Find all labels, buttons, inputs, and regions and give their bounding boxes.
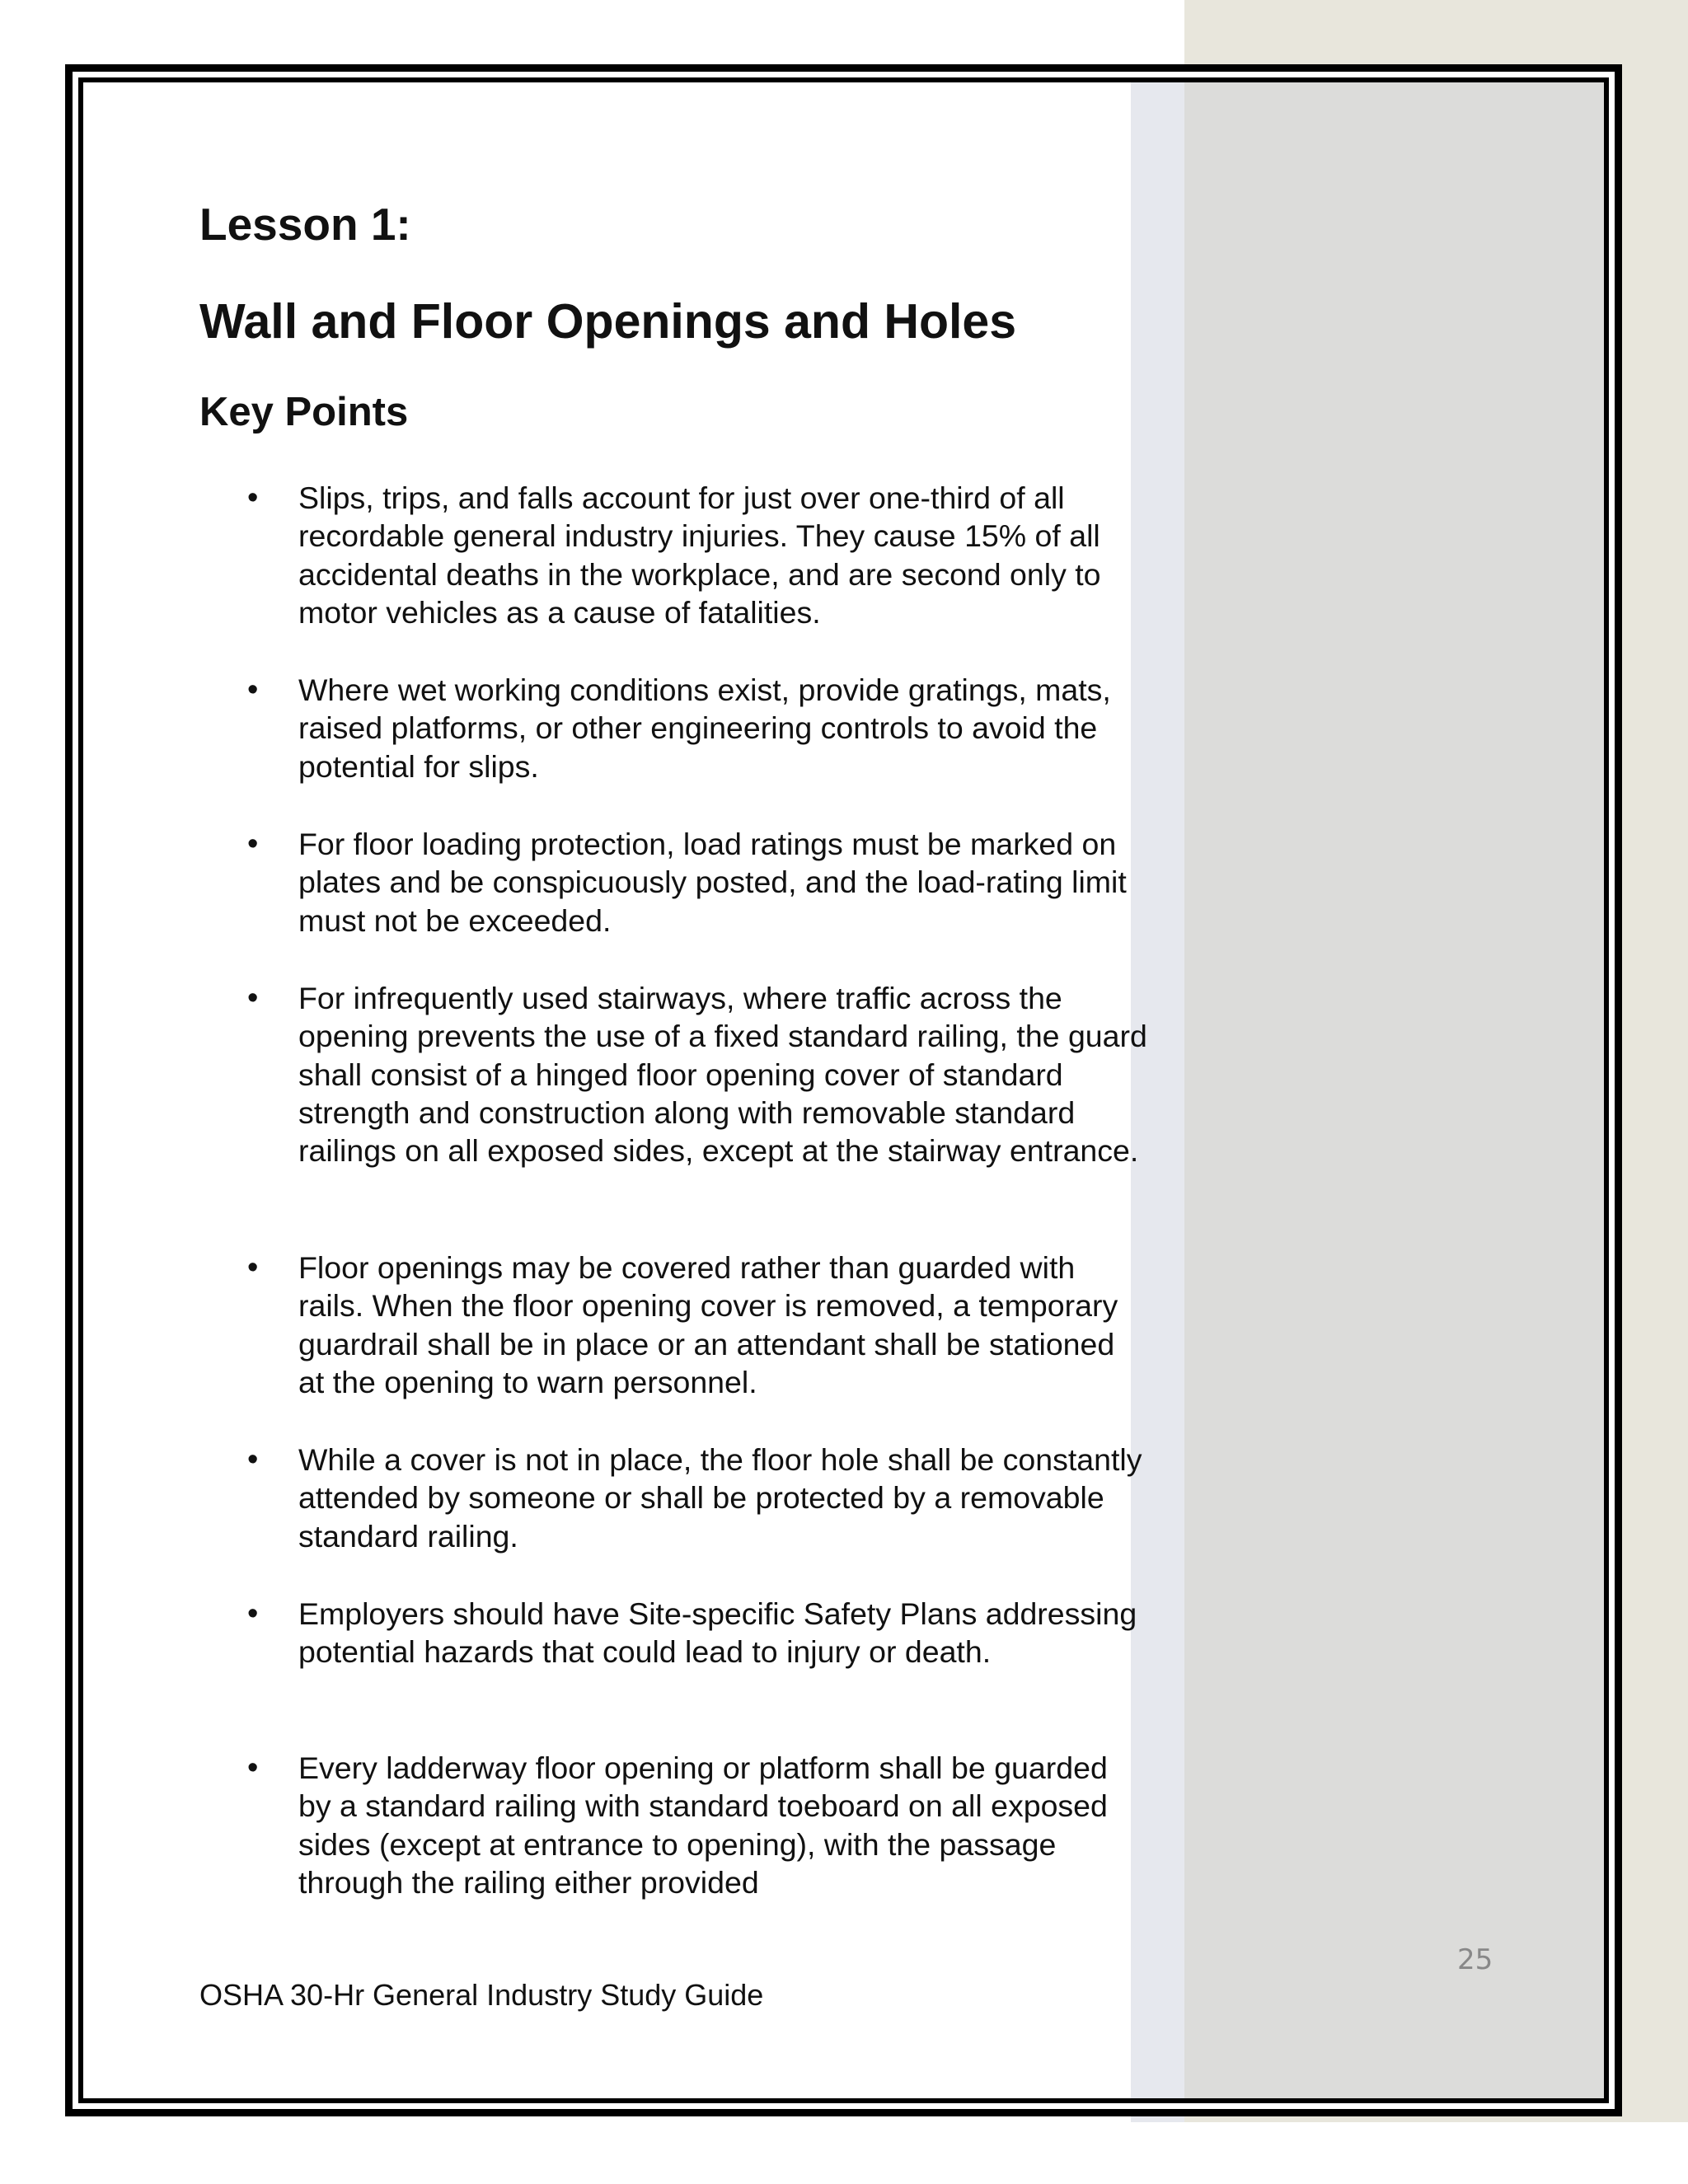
key-point-text: While a cover is not in place, the floor hole shall be constantly attended by someone or shall be protected by a removable standard railing. bbox=[298, 1442, 1142, 1554]
bullet-icon: • bbox=[247, 1750, 259, 1785]
bullet-icon: • bbox=[247, 673, 259, 707]
bullet-icon: • bbox=[247, 827, 259, 861]
key-point-text: Where wet working conditions exist, provide gratings, mats, raised platforms, or other engineering controls to avoid the potential for slips. bbox=[298, 673, 1111, 784]
page-number: 25 bbox=[1457, 1943, 1493, 1976]
section-heading: Key Points bbox=[199, 390, 409, 434]
key-point-text: Floor openings may be covered rather than guarded with rails. When the floor opening cover is removed, a temporary guardrail shall be in place or an attendant shall be stationed at the opening to warn personnel. bbox=[298, 1250, 1118, 1399]
lesson-title: Lesson 1: bbox=[199, 199, 411, 250]
side-panel-bottom bbox=[1131, 2122, 1688, 2184]
bullet-icon: • bbox=[247, 1596, 259, 1631]
footer-guide-title: OSHA 30-Hr General Industry Study Guide bbox=[199, 1978, 764, 2012]
key-point-text: For infrequently used stairways, where traffic across the opening prevents the use of a fixed standard railing, the guard shall consist of a hinged floor opening cover of standard strength and construction along with removable standard railings on all exposed sides, except at the stairway entrance. bbox=[298, 981, 1147, 1169]
bullet-icon: • bbox=[247, 981, 259, 1015]
key-point-text: Employers should have Site-specific Safety Plans addressing potential hazards that could lead to injury or death. bbox=[298, 1596, 1137, 1670]
lesson-subtitle: Wall and Floor Openings and Holes bbox=[199, 294, 1017, 349]
key-point-text: For floor loading protection, load ratings must be marked on plates and be conspicuously posted, and the load-rating limit must not be exceeded. bbox=[298, 827, 1127, 938]
key-point-text: Every ladderway floor opening or platform shall be guarded by a standard railing with standard toeboard on all exposed sides (except at entrance to opening), with the passage through the railing either provided bbox=[298, 1750, 1108, 1900]
bullet-icon: • bbox=[247, 1442, 259, 1477]
bullet-icon: • bbox=[247, 1250, 259, 1285]
key-point-text: Slips, trips, and falls account for just over one-third of all recordable general industry injuries. They cause 15% of all accidental deaths in the workplace, and are second only to motor vehicles as a cause of fatalities. bbox=[298, 480, 1101, 630]
bullet-icon: • bbox=[247, 480, 259, 515]
